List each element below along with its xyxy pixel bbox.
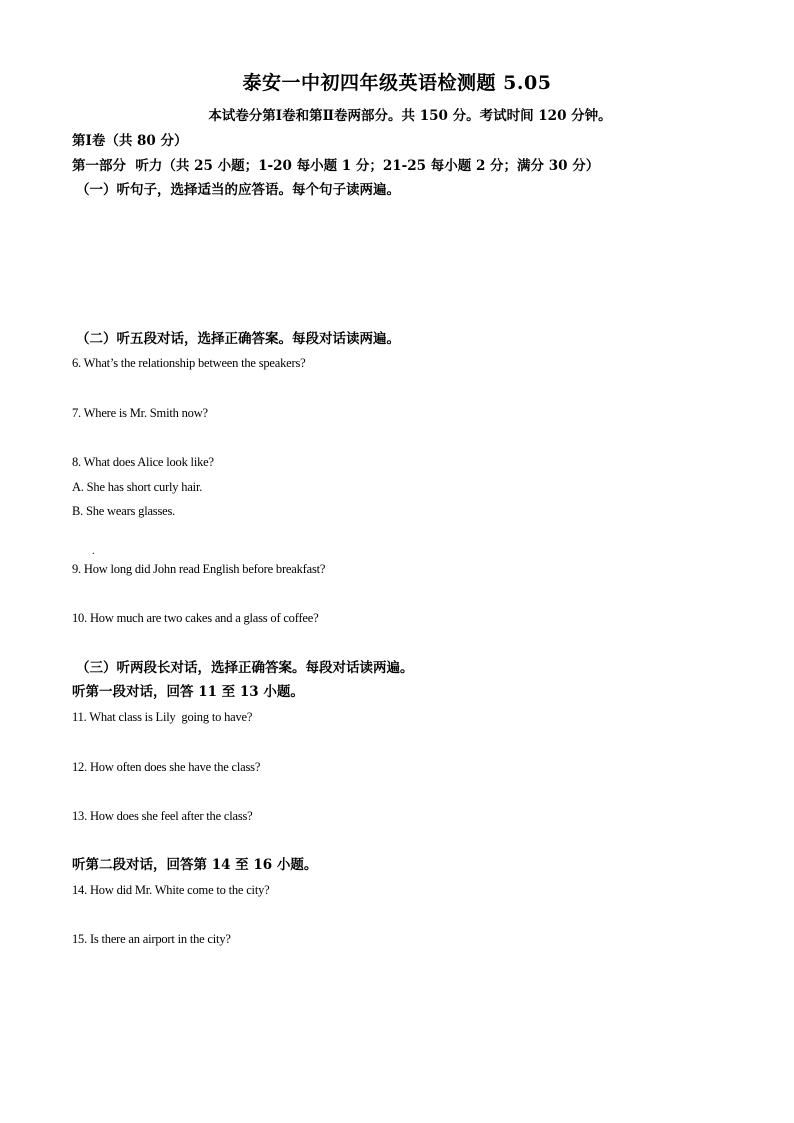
exam-info: 本试卷分第Ⅰ卷和第Ⅱ卷两部分。共 150 分。考试时间 120 分钟。 — [208, 108, 612, 124]
question-text: 15. Is there an airport in the city? — [72, 932, 231, 947]
subsection-heading-2: （二）听五段对话，选择正确答案。每段对话读两遍。 — [76, 330, 400, 347]
subsection-heading-3: （三）听两段长对话，选择正确答案。每段对话读两遍。 — [76, 659, 414, 676]
question-row-16 — [72, 977, 772, 1002]
question-options — [72, 779, 772, 804]
subsection-heading-1: （一）听句子，选择适当的应答语。每个句子读两遍。 — [76, 182, 400, 199]
option-c-row — [72, 524, 772, 557]
question-options — [72, 302, 772, 327]
question-options — [72, 252, 772, 277]
question-options — [72, 903, 772, 928]
question-options — [72, 203, 772, 228]
question-options — [72, 425, 772, 450]
option-c-mark: . — [92, 546, 95, 557]
question-options — [72, 631, 772, 656]
question-text: 9. How long did John read English before breakfast? — [72, 562, 326, 576]
question-text: 10. How much are two cakes and a glass of coffee? — [72, 611, 319, 626]
question-options — [72, 228, 772, 253]
question-options — [72, 376, 772, 401]
question-options — [72, 277, 772, 302]
question-text: 7. Where is Mr. Smith now? — [72, 405, 208, 420]
question-text: 11. What class is Lily going to have? — [72, 710, 253, 725]
dialog-heading-2: 听第二段对话，回答第 14 至 16 小题。 — [72, 857, 318, 874]
question-text: 14. How did Mr. White come to the city? — [72, 882, 270, 897]
question-options — [72, 730, 772, 755]
question-options — [72, 829, 772, 854]
question-options — [72, 582, 772, 607]
question-text: 8. What does Alice look like? — [72, 454, 214, 469]
option-a: A. She has short curly hair. — [72, 479, 203, 494]
exam-content — [72, 129, 772, 1001]
page-title: 泰安一中初四年级英语检测题 5.05 — [242, 72, 552, 94]
option-b: B. She wears glasses. — [72, 504, 176, 519]
question-options — [72, 952, 772, 977]
question-text: 12. How often does she have the class? — [72, 759, 261, 774]
volume-heading: 第Ⅰ卷（共 80 分） — [72, 133, 188, 149]
part-heading: 第一部分 听力（共 25 小题；1-20 每小题 1 分；21-25 每小题 2 分；满分 30 分） — [72, 157, 600, 174]
question-text: 6. What’s the relationship between the speakers? — [72, 356, 306, 371]
dialog-heading-1: 听第一段对话，回答 11 至 13 小题。 — [72, 684, 304, 701]
question-text: 13. How does she feel after the class? — [72, 808, 253, 823]
